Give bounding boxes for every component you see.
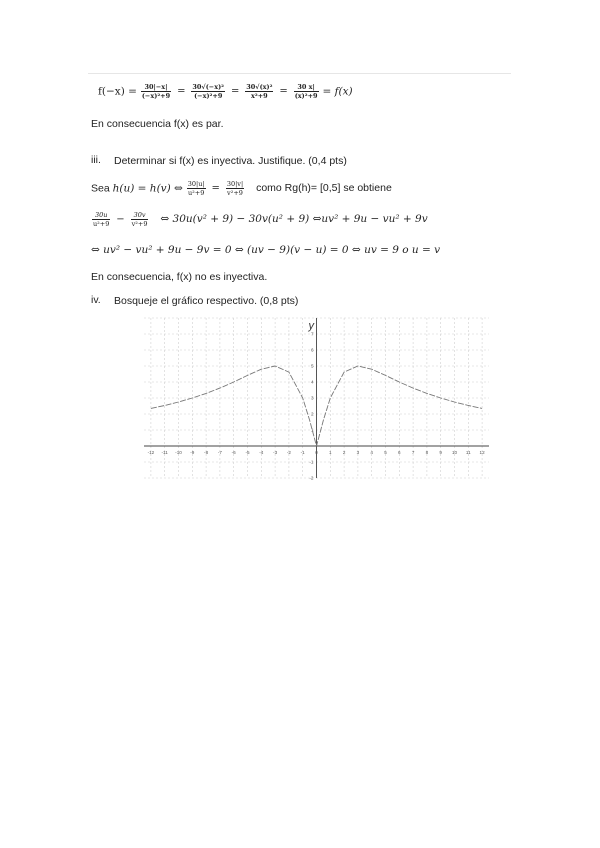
- even-equation: f(−x) = $\frac{30|-x|}{\text{(−x)²+9}}$ = $\frac{\text{30√(−x)²}}{\text{(−x)²+9}}$ = $\frac{\text{30√(x)²}}{\text{x²+9}}$ = $\frac{30 x|}{\text{(x)²+9}}$ = f(x): [98, 83, 353, 100]
- x-tick-label: 4: [370, 450, 373, 455]
- y-tick-label: -1: [309, 459, 314, 465]
- chart-grid: [144, 318, 489, 478]
- x-tick-label: 10: [451, 450, 458, 455]
- y-tick-label: 3: [310, 395, 314, 401]
- x-tick-label: -12: [147, 450, 155, 455]
- fraction-b: $\frac{30|v|}{\text{v²+9}}$: [226, 180, 244, 197]
- y-axis-label: y: [308, 320, 314, 332]
- y-tick-label: 7: [310, 331, 314, 337]
- injective-line-1: Sea h(u) = h(v) ⇔ $\frac{30|u|}{\text{u²+9}}$ = $\frac{30|v|}{\text{v²+9}}$ como Rg(h)= [0,5] se obtiene: [91, 180, 392, 197]
- x-tick-label: -1: [300, 450, 305, 455]
- injective-conclusion: En consecuencia, f(x) no es inyectiva.: [91, 271, 268, 283]
- x-tick-label: -4: [259, 450, 264, 455]
- x-tick-label: 5: [384, 450, 387, 455]
- fraction-4: $\frac{30 x|}{\text{(x)²+9}}$: [294, 83, 318, 100]
- x-tick-label: 0: [315, 450, 318, 455]
- fraction-a: $\frac{30|u|}{\text{u²+9}}$: [187, 180, 205, 197]
- item-iii-text: Determinar si f(x) es inyectiva. Justifique. (0,4 pts): [114, 155, 347, 167]
- y-tick-label: 5: [310, 363, 314, 369]
- y-tick-label: 4: [310, 379, 314, 385]
- y-tick-label: 6: [310, 347, 314, 353]
- chart-axes: [144, 318, 489, 478]
- y-tick-label: 1: [310, 427, 314, 433]
- x-tick-label: 3: [356, 450, 360, 455]
- x-tick-label: 6: [398, 450, 401, 455]
- injective-line-2: $\frac{30u}{\text{u²+9}}$ − $\frac{30v}{\text{v²+9}}$ ⇔ 30u(v² + 9) − 30v(u² + 9) ⇔uv² + 9u − vu² + 9v: [93, 211, 428, 228]
- x-tick-label: -3: [273, 450, 278, 455]
- chart-curve: [151, 363, 482, 446]
- x-tick-label: -7: [217, 450, 222, 455]
- fraction-c: $\frac{30u}{\text{u²+9}}$: [93, 211, 110, 228]
- item-iv-number: iv.: [91, 294, 101, 306]
- x-tick-label: 11: [465, 450, 471, 455]
- item-iii-number: iii.: [91, 154, 101, 166]
- fraction-d: $\frac{30v}{\text{v²+9}}$: [131, 211, 148, 228]
- fraction-1: $\frac{30|-x|}{\text{(−x)²+9}}$: [141, 83, 171, 100]
- x-tick-label: 1: [329, 450, 332, 455]
- x-tick-label: -9: [190, 450, 195, 455]
- top-divider: [88, 73, 511, 74]
- x-tick-label: -10: [175, 450, 182, 455]
- x-tick-label: -6: [231, 450, 236, 455]
- item-iv-text: Bosqueje el gráfico respectivo. (0,8 pts): [114, 295, 299, 307]
- x-tick-label: -2: [286, 450, 291, 455]
- x-tick-label: 9: [439, 450, 442, 455]
- x-tick-label: 8: [425, 450, 429, 455]
- function-curve: [151, 363, 482, 446]
- chart-ticks: [148, 332, 486, 481]
- fraction-2: $\frac{\text{30√(−x)²}}{\text{(−x)²+9}}$: [192, 83, 225, 100]
- even-conclusion: En consecuencia f(x) es par.: [91, 118, 224, 130]
- x-tick-label: -11: [161, 450, 168, 455]
- x-tick-label: 7: [411, 450, 415, 455]
- y-tick-label: 2: [310, 411, 314, 417]
- y-tick-label: -2: [309, 475, 314, 481]
- fx-lhs: f(−x) =: [98, 85, 137, 98]
- x-tick-label: 12: [479, 450, 485, 455]
- x-tick-label: -8: [204, 450, 209, 455]
- fraction-3: $\frac{\text{30√(x)²}}{\text{x²+9}}$: [246, 83, 273, 100]
- fx-rhs: = f(x): [322, 85, 353, 98]
- x-tick-label: -5: [245, 450, 250, 455]
- injective-line-3: ⇔ uv² − vu² + 9u − 9v = 0 ⇔ (uv − 9)(v − u) = 0 ⇔ uv = 9 o u = v: [91, 244, 441, 256]
- x-tick-label: 2: [342, 450, 346, 455]
